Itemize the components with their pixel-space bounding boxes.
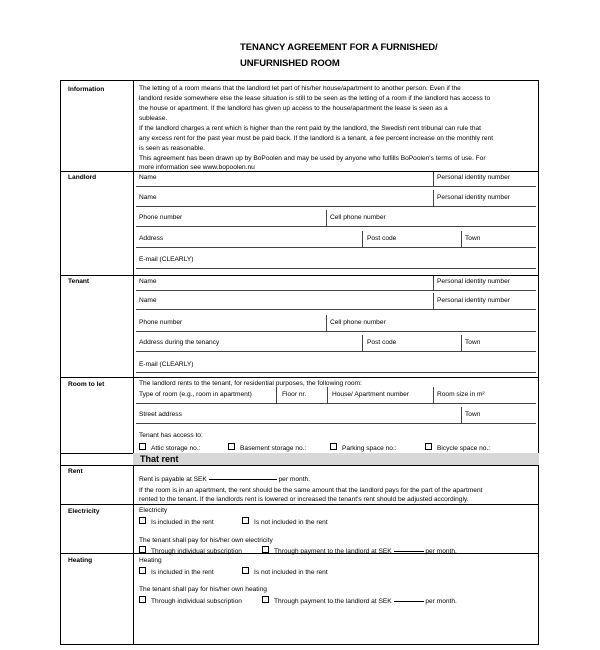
field-divider: [433, 276, 434, 290]
landlord-email-field[interactable]: E-mail (CLEARLY): [139, 256, 194, 263]
room-street-field[interactable]: Street address: [139, 411, 182, 418]
electricity-individual-label: Through individual subscription: [151, 548, 242, 555]
heating-label: Heating: [68, 557, 93, 564]
tenant-cell-field[interactable]: Cell phone number: [330, 319, 386, 326]
field-divider: [433, 172, 434, 186]
field-divider: [326, 210, 327, 226]
rent-label: Rent: [68, 468, 83, 475]
field-underline: [136, 331, 536, 332]
rent-payable-prefix: Rent is payable at SEK: [139, 476, 207, 483]
room-intro: The landlord rents to the tenant, for residential purposes, the following room:: [139, 380, 362, 387]
section-divider: [60, 171, 539, 172]
room-type-field[interactable]: Type of room (e.g., room in apartment): [139, 391, 252, 398]
information-line: more information see www.bopoolen.nu: [139, 164, 255, 171]
heating-landlord-label: Through payment to the landlord at SEK: [274, 598, 392, 605]
information-line: landlord reside somewhere else the lease situation is still to be seen as the letting of a room if the landlord has access to: [139, 95, 491, 102]
tenant-town-field[interactable]: Town: [465, 339, 481, 346]
information-line: is seen as reasonable.: [139, 145, 205, 152]
landlord-label: Landlord: [68, 174, 97, 181]
bicycle-space-label: Bicycle space no.:: [437, 445, 491, 452]
landlord-name2-field[interactable]: Name: [139, 194, 157, 201]
heating-included-label: Is included in the rent: [151, 569, 214, 576]
field-divider: [433, 387, 434, 403]
room-town-field[interactable]: Town: [465, 411, 481, 418]
field-underline: [136, 186, 536, 187]
information-line: the house or apartment. If the landlord has given up access to the house/apartment the lease is seen as a: [139, 105, 448, 112]
heating-included-checkbox[interactable]: [139, 567, 214, 576]
heating-landlord-checkbox[interactable]: [262, 596, 457, 605]
heating-pay-text: The tenant shall pay for his/her own heating: [139, 586, 267, 593]
tenant-label: Tenant: [68, 278, 90, 285]
that-rent-heading: That rent: [140, 454, 179, 464]
tenant-postcode-field[interactable]: Post code: [367, 339, 397, 346]
rent-line3: rented to the tenant. If the landlords rent is lowered or increased the tenant's rent should be adjusted accordingly.: [139, 496, 469, 503]
checkbox-icon: [139, 546, 146, 553]
parking-space-label: Parking space no.:: [342, 445, 397, 452]
checkbox-icon: [242, 517, 249, 524]
landlord-name-field[interactable]: Name: [139, 174, 157, 181]
field-divider: [362, 231, 363, 247]
landlord-address-field[interactable]: Address: [139, 235, 164, 242]
document-title-line1: TENANCY AGREEMENT FOR A FURNISHED/: [240, 42, 438, 53]
information-line: The letting of a room means that the landlord let part of his/her house/apartment to another person. Even if the: [139, 85, 461, 92]
field-divider: [461, 407, 462, 423]
electricity-included-label: Is included in the rent: [151, 519, 214, 526]
heating-individual-label: Through individual subscription: [151, 598, 242, 605]
electricity-label: Electricity: [68, 508, 100, 515]
room-label: Room to let: [68, 381, 105, 388]
landlord-personal-id-field[interactable]: Personal identity number: [437, 174, 510, 181]
field-divider: [433, 293, 434, 309]
checkbox-icon: [139, 596, 146, 603]
checkbox-icon: [242, 567, 249, 574]
field-underline: [136, 309, 536, 310]
field-underline: [136, 290, 536, 291]
heating-not-included-checkbox[interactable]: [242, 567, 328, 576]
basement-storage-label: Basement storage no.:: [240, 445, 307, 452]
section-divider: [60, 377, 539, 378]
field-underline: [136, 247, 536, 248]
checkbox-icon: [139, 443, 146, 450]
field-underline: [136, 226, 536, 227]
information-label: Information: [68, 86, 105, 93]
heating-heading: Heating: [139, 557, 162, 564]
tenant-personal-id-field[interactable]: Personal identity number: [437, 278, 510, 285]
bicycle-space-checkbox[interactable]: [425, 443, 490, 452]
field-underline: [136, 423, 536, 424]
electricity-heading: Electricity: [139, 507, 168, 514]
checkbox-icon: [425, 443, 432, 450]
electricity-landlord-checkbox[interactable]: [262, 546, 457, 555]
landlord-phone-field[interactable]: Phone number: [139, 214, 183, 221]
section-divider: [60, 465, 539, 466]
electricity-landlord-label: Through payment to the landlord at SEK: [274, 548, 392, 555]
tenant-personal-id2-field[interactable]: Personal identity number: [437, 297, 510, 304]
electricity-included-checkbox[interactable]: [139, 517, 214, 526]
field-underline: [136, 268, 536, 269]
rent-payable-suffix: per month.: [278, 476, 311, 483]
heating-amount-blank[interactable]: [394, 601, 424, 602]
basement-storage-checkbox[interactable]: [228, 443, 306, 452]
tenant-name-field[interactable]: Name: [139, 278, 157, 285]
checkbox-icon: [139, 567, 146, 574]
field-underline: [136, 206, 536, 207]
electricity-per-month: per month.: [425, 548, 457, 555]
electricity-pay-text: The tenant shall pay for his/her own electricity: [139, 537, 273, 544]
field-divider: [461, 335, 462, 351]
tenant-name2-field[interactable]: Name: [139, 297, 157, 304]
landlord-town-field[interactable]: Town: [465, 235, 481, 242]
attic-storage-checkbox[interactable]: [139, 443, 200, 452]
tenant-email-field[interactable]: E-mail (CLEARLY): [139, 361, 194, 368]
field-divider: [326, 315, 327, 331]
field-divider: [433, 190, 434, 206]
field-underline: [136, 372, 536, 373]
section-divider: [60, 275, 539, 276]
field-divider: [362, 335, 363, 351]
landlord-personal-id2-field[interactable]: Personal identity number: [437, 194, 510, 201]
rent-amount-blank[interactable]: [209, 479, 277, 480]
agreement-table: [60, 80, 539, 645]
parking-space-checkbox[interactable]: [330, 443, 397, 452]
attic-storage-label: Attic storage no.:: [151, 445, 201, 452]
information-line: sublease.: [139, 115, 168, 122]
heating-not-included-label: Is not included in the rent: [254, 569, 328, 576]
that-rent-band: [133, 453, 539, 465]
landlord-cell-field[interactable]: Cell phone number: [330, 214, 386, 221]
field-divider: [327, 387, 328, 403]
checkbox-icon: [228, 443, 235, 450]
electricity-individual-checkbox[interactable]: [139, 546, 242, 555]
electricity-not-included-label: Is not included in the rent: [254, 519, 328, 526]
field-divider: [276, 387, 277, 403]
rent-payable-line: [139, 476, 310, 484]
section-divider: [60, 504, 539, 505]
heating-individual-checkbox[interactable]: [139, 596, 242, 605]
room-floor-field[interactable]: Floor nr.: [282, 391, 307, 398]
room-house-number-field[interactable]: House/ Apartment number: [332, 391, 409, 398]
heating-per-month: per month.: [425, 598, 457, 605]
document-title-line2: UNFURNISHED ROOM: [240, 58, 340, 69]
checkbox-icon: [262, 596, 269, 603]
landlord-postcode-field[interactable]: Post code: [367, 235, 397, 242]
checkbox-icon: [330, 443, 337, 450]
column-divider: [133, 80, 134, 645]
information-line: any excess rent for the past year must be paid back. If the landlord is a tenant, a fee percent increase on the monthly rent: [139, 135, 494, 142]
room-size-field[interactable]: Room size in m²: [437, 391, 485, 398]
information-line: If the landlord charges a rent which is higher than the rent paid by the landlord, the Swedish rent tribunal can rule that: [139, 125, 481, 132]
electricity-amount-blank[interactable]: [394, 551, 424, 552]
checkbox-icon: [262, 546, 269, 553]
tenant-phone-field[interactable]: Phone number: [139, 319, 183, 326]
information-line: This agreement has been drawn up by BoPoolen and may be used by anyone who fulfills BoPoolen's terms of use. For: [139, 155, 486, 162]
field-underline: [136, 403, 536, 404]
room-access-label: Tenant has access to:: [139, 432, 203, 439]
electricity-not-included-checkbox[interactable]: [242, 517, 328, 526]
checkbox-icon: [139, 517, 146, 524]
rent-line2: If the room is in an apartment, the rent should be the same amount that the landlord pays for the part of the apartment: [139, 487, 483, 494]
field-underline: [136, 351, 536, 352]
tenant-address-field[interactable]: Address during the tenancy: [139, 339, 220, 346]
field-divider: [461, 231, 462, 247]
